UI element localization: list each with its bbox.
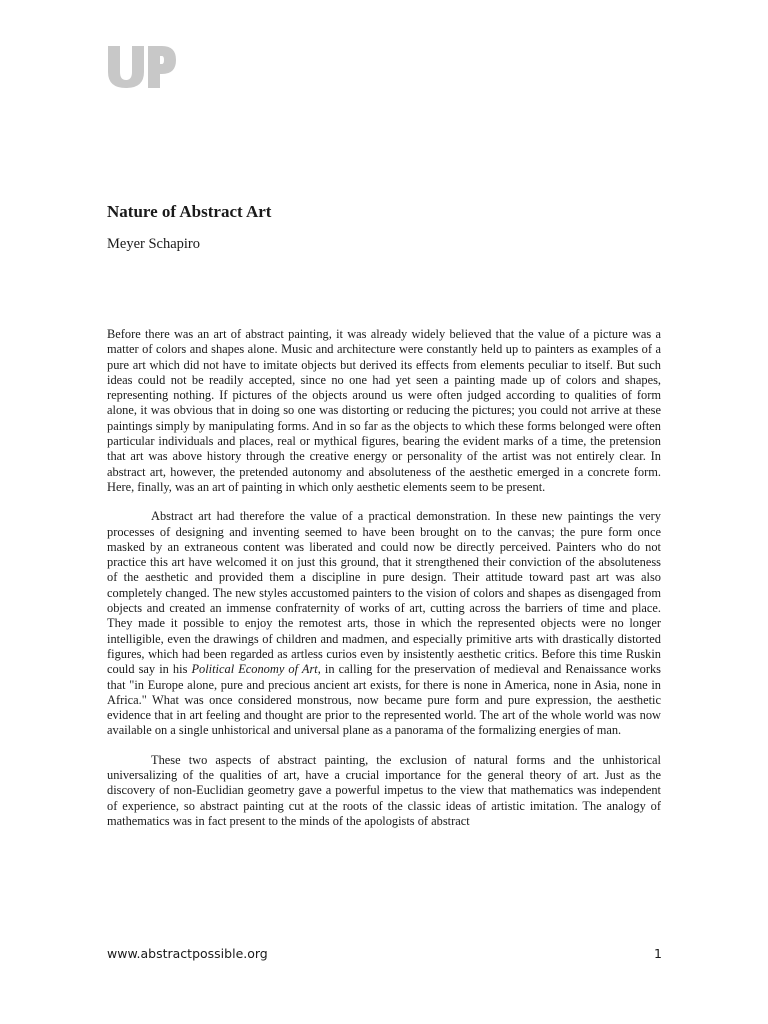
document-title: Nature of Abstract Art: [107, 202, 272, 221]
article-body: [107, 327, 661, 843]
ap-logo-icon: [106, 42, 178, 92]
document-author: Meyer Schapiro: [107, 236, 201, 252]
paragraph-2-part-1: Abstract art had therefore the value of a practical demonstration. In these new paintings the very processes of designing and inventing seemed to have been brought on to the canvas; the pure form once masked by an extraneous content was liberated and could now be directly perceived. Painters who do not practice this art have welcomed it on just this ground, that it strengthened their conviction of the absoluteness of the aesthetic and provided them a discipline in pure design. Their attitude toward past art was also completely changed. The new styles accustomed painters to the vision of colors and shapes as disengaged from objects and created an immense confraternity of works of art, cutting across the barriers of time and place. They made it possible to enjoy the remotest arts, those in which the represented objects were no longer intelligible, even the drawings of children and madmen, and especially primitive arts with drastically distorted figures, which had been regarded as artless curios even by insistently aesthetic critics. Before this time Ruskin could say in his: [107, 509, 661, 677]
page-number: 1: [654, 946, 662, 961]
paragraph-3: These two aspects of abstract painting, the exclusion of natural forms and the unhistorical universalizing of the qualities of art, have a crucial importance for the general theory of art. Just as the discovery of non-Euclidian geometry gave a powerful impetus to the view that mathematics was independent of experience, so abstract painting cut at the roots of the classic ideas of artistic imitation. The analogy of mathematics was in fact present to the minds of the apologists of abstract: [107, 752, 661, 828]
footer-url[interactable]: www.abstractpossible.org: [107, 946, 268, 961]
paragraph-2-part-2: , in calling for the preservation of medieval and Renaissance works that "in Europe alone, pure and precious ancient art exists, for there is none in America, none in Asia, none in Africa." What was once considered monstrous, now became pure form and pure expression, the aesthetic evidence that in art feeling and thought are prior to the represented world. The art of the whole world was now available on a single unhistorical and universal plane as a panorama of the formalizing energies of man.: [107, 662, 661, 738]
paragraph-2: [107, 509, 661, 738]
paragraph-1: Before there was an art of abstract painting, it was already widely believed that the value of a picture was a matter of colors and shapes alone. Music and architecture were constantly held up to painters as examples of a pure art which did not have to imitate objects but derived its effects from elements peculiar to itself. But such ideas could not be readily accepted, since no one had yet seen a painting made up of colors and shapes, representing nothing. If pictures of the objects around us were often judged according to qualities of form alone, it was obvious that in doing so one was distorting or reducing the pictures; you could not arrive at these paintings simply by manipulating forms. And in so far as the objects to which these forms belonged were often particular individuals and places, real or mythical figures, bearing the evident marks of a time, the pretension that art was above history through the creative energy or personality of the artist was not entirely clear. In abstract art, however, the pretended autonomy and absoluteness of the aesthetic emerged in a concrete form. Here, finally, was an art of painting in which only aesthetic elements seem to be present.: [107, 327, 661, 494]
book-title-italic: Political Economy of Art: [191, 662, 318, 677]
